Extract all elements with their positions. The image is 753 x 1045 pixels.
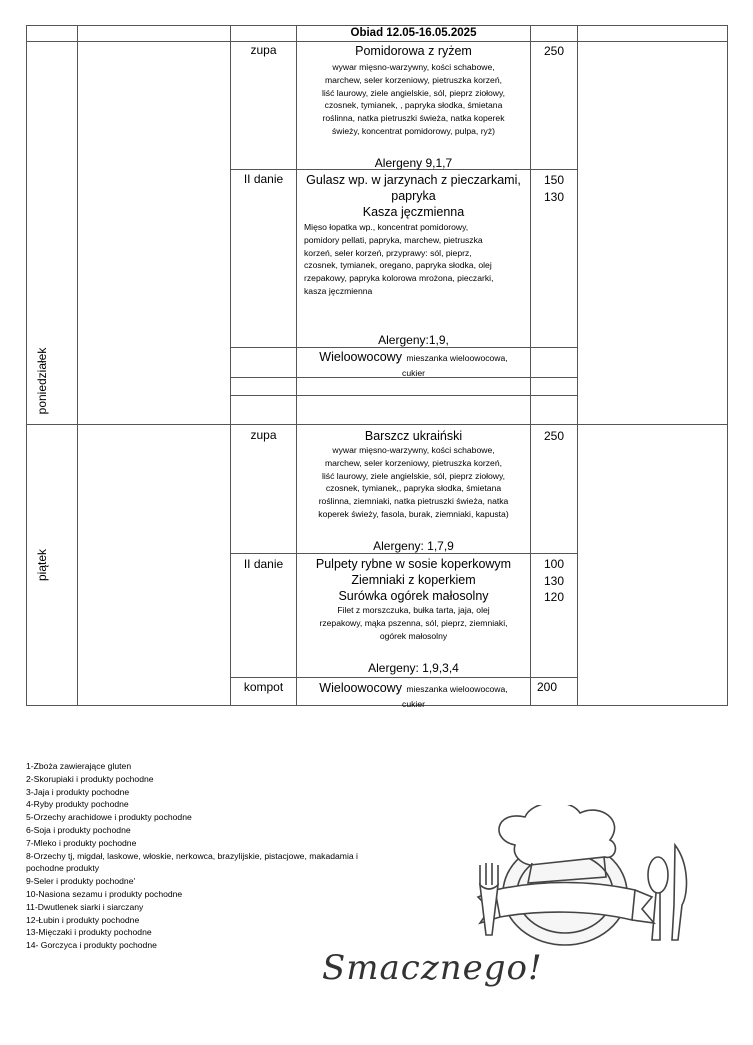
main-allergens: Alergeny: 1,9,3,4 — [368, 661, 459, 675]
main-dishes: Gulasz wp. w jarzynach z pieczarkami, papryka Kasza jęczmienna — [306, 173, 521, 219]
legend-item: 11-Dwutlenek siarki i siarczany — [26, 901, 144, 912]
drink-cell — [297, 680, 530, 711]
legend-item: 14- Gorczyca i produkty pochodne — [26, 940, 157, 951]
legend-item: 9-Seler i produkty pochodne' — [26, 876, 136, 887]
course-label-drink: kompot — [243, 680, 284, 694]
soup-ingredients: wywar mięsno-warzywny, kości schabowe, marchew, seler korzeniowy, pietruszka korzeń, liść laurowy, ziele angielskie, sól, pieprz ziołowy, czosnek, tymianek, , papryka słodka, śmietana roślinna, natka pietruszki świeża, natka koperek świeży, koncentrat pomidorowy, pulpa, ryż) — [321, 62, 506, 136]
drink-note: mieszanka wieloowocowa, — [406, 684, 508, 694]
main-ingredients: Filet z morszczuka, bułka tarta, jaja, olej rzepakowy, mąka pszenna, sól, pieprz, ziemniaki, ogórek małosolny — [319, 605, 508, 641]
drink-note-2: cukier — [402, 699, 425, 709]
drink-name: Wieloowocowy — [319, 681, 402, 695]
soup-allergens: Alergeny: 1,7,9 — [373, 539, 454, 553]
menu-title: Obiad 12.05-16.05.2025 — [350, 27, 477, 39]
signature-text: Smacznego! — [322, 948, 543, 988]
chef-hat-plate-cutlery-icon — [420, 805, 700, 955]
legend-item: 13-Mięczaki i produkty pochodne — [26, 927, 152, 938]
main-ingredients: Mięso łopatka wp., koncentrat pomidorowy, pomidory pellati, papryka, marchew, pietruszka korzeń, seler korzeń, przyprawy: sól, pieprz, czosnek, tymianek, oregano, papryka słodka, olej rzepakowy, papryka kolorowa mrożona, pieczarki, kasza jęczmienna — [304, 222, 494, 296]
legend-item: 10-Nasiona sezamu i produkty pochodne — [26, 888, 183, 899]
soup-quantity: 250 — [543, 44, 565, 58]
day-label-friday: piątek — [35, 548, 49, 582]
course-label-soup: zupa — [250, 428, 277, 442]
legend-item: 6-Soja i produkty pochodne — [26, 824, 131, 835]
drink-note-2: cukier — [402, 368, 425, 378]
main-quantity: 150 130 — [543, 173, 565, 204]
legend-item: 3-Jaja i produkty pochodne — [26, 786, 130, 797]
soup-name: Pomidorowa z ryżem — [355, 44, 472, 58]
course-label-soup: zupa — [250, 43, 277, 57]
day-label-monday: poniedziałek — [35, 347, 49, 415]
course-label-main: II danie — [243, 172, 284, 186]
main-allergens: Alergeny:1,9, — [378, 333, 449, 347]
legend-item: pochodne produkty — [26, 863, 100, 874]
legend-item: 8-Orzechy tj, migdał, laskowe, włoskie, nerkowca, brazylijskie, pistacjowe, makadamia i — [26, 850, 358, 861]
main-quantity: 100 130 120 — [543, 557, 565, 604]
main-dishes: Pulpety rybne w sosie koperkowym Ziemniaki z koperkiem Surówka ogórek małosolny — [315, 557, 512, 603]
legend-item: 2-Skorupiaki i produkty pochodne — [26, 773, 154, 784]
legend-item: 4-Ryby produkty pochodne — [26, 799, 129, 810]
drink-quantity: 200 — [537, 680, 558, 694]
allergen-legend — [26, 760, 358, 952]
course-label-main: II danie — [243, 557, 284, 571]
soup-ingredients: wywar mięsno-warzywny, kości schabowe, marchew, seler korzeniowy, pietruszka korzeń, liść laurowy, ziele angielskie, sól, pieprz ziołowy, czosnek, tymianek,, papryka słodka, śmietana roślinna, ziemniaki, natka pietruszki świeża, natka koperek świeży, fasola, burak, ziemniaki, kapusta) — [318, 445, 509, 519]
legend-item: 12-Łubin i produkty pochodne — [26, 914, 140, 925]
soup-allergens: Alergeny 9,1,7 — [374, 156, 453, 170]
drink-cell — [297, 349, 530, 380]
soup-quantity: 250 — [543, 429, 565, 443]
legend-item: 5-Orzechy arachidowe i produkty pochodne — [26, 812, 192, 823]
legend-item: 7-Mleko i produkty pochodne — [26, 837, 137, 848]
drink-note: mieszanka wieloowocowa, — [406, 353, 508, 363]
drink-name: Wieloowocowy — [319, 350, 402, 364]
soup-name: Barszcz ukraiński — [364, 429, 463, 443]
legend-item: 1-Zboża zawierające gluten — [26, 761, 132, 771]
